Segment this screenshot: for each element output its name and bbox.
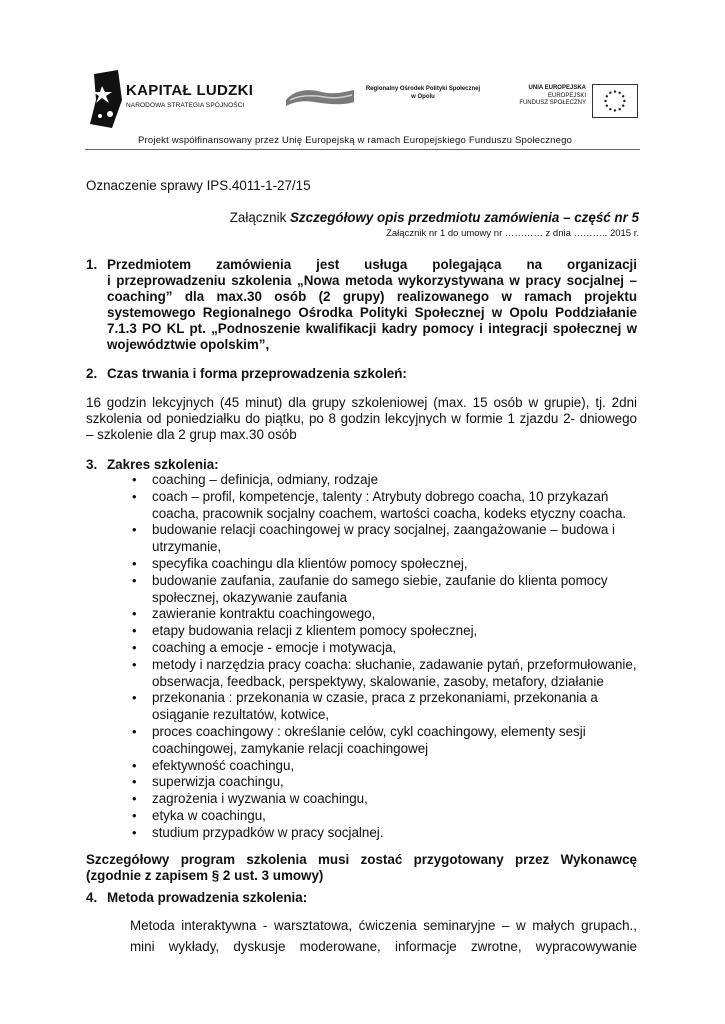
list-item: • efektywność coachingu, bbox=[130, 758, 640, 775]
section-1-number: 1. bbox=[86, 257, 98, 272]
rops-mark-icon bbox=[284, 86, 356, 108]
eu-line-2: EUROPEJSKI bbox=[547, 92, 586, 99]
list-item: • etyka w coachingu, bbox=[130, 808, 640, 825]
eu-flag-icon bbox=[592, 84, 638, 118]
eu-line-1: UNIA EUROPEJSKA bbox=[528, 85, 586, 91]
eu-text bbox=[506, 85, 586, 108]
rops-text bbox=[358, 85, 488, 101]
rops-logo bbox=[284, 82, 494, 116]
section-2-line: szkolenia od poniedziałku do piątku, po 8 godzin lekcyjnych w formie 1 zjazdu 2- dniowego bbox=[86, 411, 637, 426]
section-1-line: 7.1.3 PO KL pt. „Podnoszenie kwalifikacji kadry pomocy i integracji społecznej w bbox=[107, 321, 637, 336]
section-2-line: – szkolenie dla 2 grup max.30 osób bbox=[86, 427, 297, 442]
eu-logo bbox=[506, 82, 646, 120]
attachment-prefix: Załącznik bbox=[229, 210, 290, 225]
cofinancing-note: Projekt współfinansowany przez Unię Europejską w ramach Europejskiego Funduszu Społecznego bbox=[138, 135, 573, 146]
list-item: • coaching a emocje - emocje i motywacja, bbox=[130, 640, 640, 657]
section-3-number: 3. bbox=[86, 457, 98, 472]
kapital-ludzki-mark-icon bbox=[88, 70, 124, 132]
list-item: • specyfika coachingu dla klientów pomocy społecznej, bbox=[130, 556, 640, 573]
section-4-number: 4. bbox=[86, 890, 98, 905]
list-item: • budowanie relacji coachingowej w pracy socjalnej, zaangażowanie – budowa i utrzymanie, bbox=[130, 522, 640, 556]
kapital-ludzki-subtitle: NARODOWA STRATEGIA SPÓJNOŚCI bbox=[126, 102, 245, 109]
case-number: Oznaczenie sprawy IPS.4011-1-27/15 bbox=[86, 178, 311, 193]
list-item: • proces coachingowy : określanie celów, cykl coachingowy, elementy sesji coachingowej, zamykanie relacji coachingowej bbox=[130, 724, 640, 758]
section-4-heading: Metoda prowadzenia szkolenia: bbox=[107, 890, 308, 905]
program-note-line: Szczegółowy program szkolenia musi zostać przygotowany przez Wykonawcę bbox=[86, 852, 637, 867]
list-item: • zagrożenia i wyzwania w coachingu, bbox=[130, 791, 640, 808]
section-4-line: Metoda interaktywna - warsztatowa, ćwiczenia seminaryjne – w małych grupach., bbox=[130, 918, 637, 933]
section-1-line: coaching” dla max.30 osób (2 grupy) realizowanego w ramach projektu bbox=[107, 289, 637, 304]
list-item: • coaching – definicja, odmiany, rodzaje bbox=[130, 472, 640, 489]
section-1-line: systemowego Regionalnego Ośrodka Polityki Społecznej w Opolu Poddziałanie bbox=[107, 305, 637, 320]
rops-line-1: Regionalny Ośrodek Polityki Społecznej bbox=[365, 86, 481, 92]
section-2-number: 2. bbox=[86, 366, 98, 381]
list-item: • coach – profil, kompetencje, talenty : Atrybuty dobrego coacha, 10 przykazań coacha, pracownik socjalny coachem, wartości coacha, kodeks etyczny coacha. bbox=[130, 489, 640, 523]
list-item: • studium przypadków w pracy socjalnej. bbox=[130, 825, 640, 842]
section-1-line: województwie opolskim”, bbox=[107, 337, 270, 352]
list-item: • metody i narzędzia pracy coacha: słuchanie, zadawanie pytań, przeformułowanie, obserwacja, feedback, perspektywy, skalowanie, zasoby, metafory, działanie bbox=[130, 657, 640, 691]
header bbox=[88, 66, 640, 134]
section-2-heading: Czas trwania i forma przeprowadzenia szkoleń: bbox=[107, 366, 407, 381]
section-1-line: i przeprowadzeniu szkolenia „Nowa metoda wykorzystywana w pracy socjalnej – bbox=[107, 273, 637, 288]
section-3-heading: Zakres szkolenia: bbox=[107, 457, 219, 472]
header-divider bbox=[85, 149, 640, 150]
attachment-title: Szczegółowy opis przedmiotu zamówienia – część nr 5 bbox=[290, 210, 639, 225]
training-scope-list bbox=[130, 472, 640, 842]
kapital-ludzki-title: KAPITAŁ LUDZKI bbox=[126, 82, 254, 99]
kapital-ludzki-logo bbox=[88, 70, 258, 130]
list-item: • etapy budowania relacji z klientem pomocy społecznej, bbox=[130, 623, 640, 640]
attachment-heading bbox=[230, 210, 639, 226]
section-1-line: Przedmiotem zamówienia jest usługa polegająca na organizacji bbox=[107, 257, 637, 272]
list-item: • przekonania : przekonania w czasie, praca z przekonaniami, przekonania a osiąganie rezultatów, kotwice, bbox=[130, 690, 640, 724]
rops-line-2: w Opolu bbox=[411, 94, 435, 100]
section-2-line: 16 godzin lekcyjnych (45 minut) dla grupy szkoleniowej (max. 15 osób w grupie), tj. 2dni bbox=[86, 395, 637, 410]
attachment-subtitle: Załącznik nr 1 do umowy nr ………… z dnia ……….. 2015 r. bbox=[386, 228, 639, 239]
list-item: • zawieranie kontraktu coachingowego, bbox=[130, 606, 640, 623]
eu-line-3: FUNDUSZ SPOŁECZNY bbox=[519, 100, 586, 106]
list-item: • budowanie zaufania, zaufanie do samego siebie, zaufanie do klienta pomocy społecznej, okazywanie zaufania bbox=[130, 573, 640, 607]
list-item: • superwizja coachingu, bbox=[130, 774, 640, 791]
program-note-line: (zgodnie z zapisem § 2 ust. 3 umowy) bbox=[86, 868, 324, 883]
section-4-line: mini wykłady, dyskusje moderowane, informacje zwrotne, wypracowywanie bbox=[130, 939, 637, 954]
